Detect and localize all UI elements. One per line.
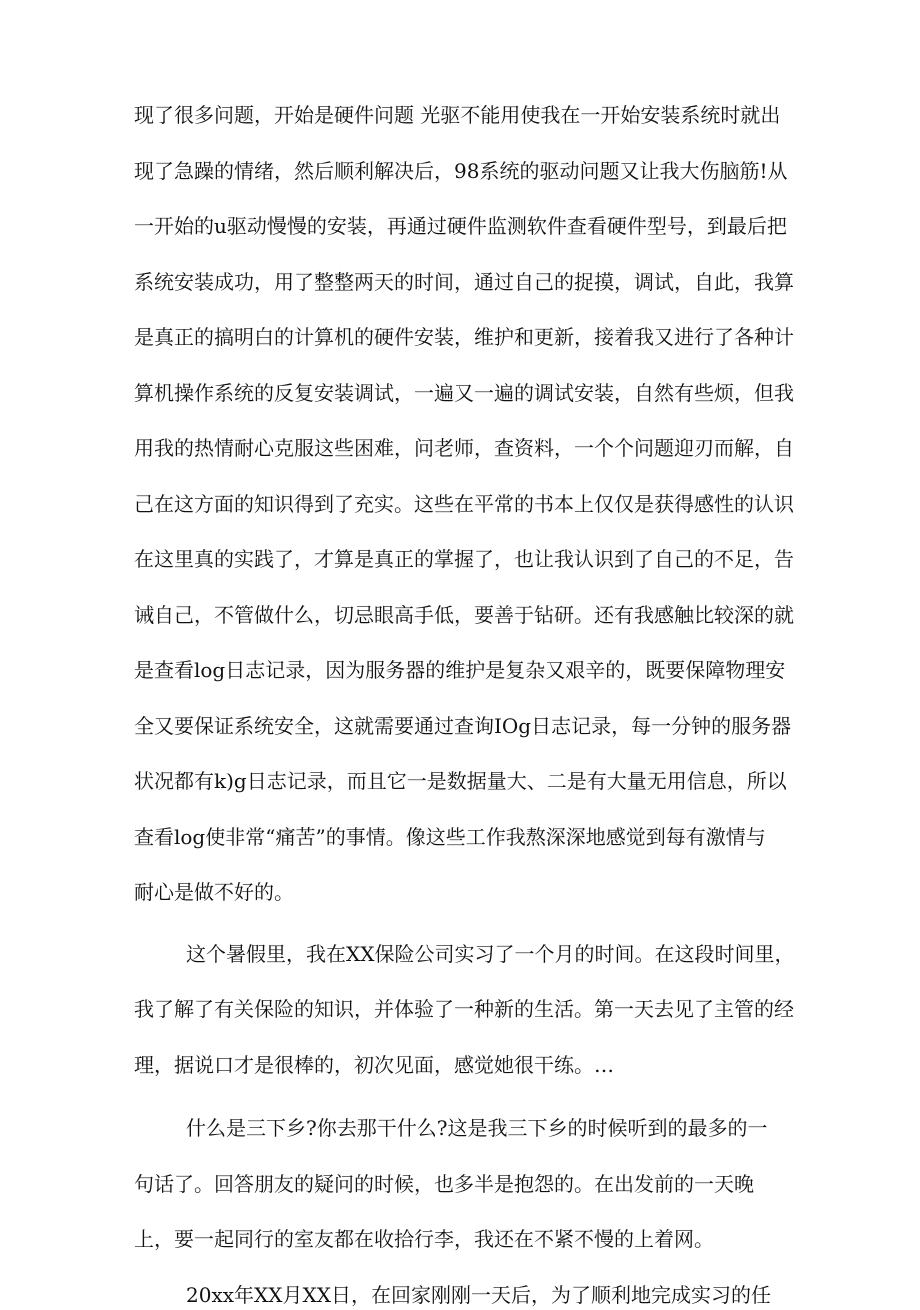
text-line: 是查看log日志记录，因为服务器的维护是复杂又艰辛的，既要保障物理安: [134, 658, 786, 682]
text-line: 状况都有k)g日志记录，而且它一是数据量大、二是有大量无用信息，所以: [134, 769, 787, 793]
text-line: 现了很多问题，开始是硬件问题 光驱不能用使我在一开始安装系统时就出: [134, 103, 781, 127]
text-line: 用我的热情耐心克服这些困难，问老师，查资料，一个个问题迎刃而解，自: [134, 436, 794, 460]
text-line: 现了急躁的情绪，然后顺利解决后，98系统的驱动问题又让我大伤脑筋!从: [134, 159, 788, 183]
text-line: 一开始的u驱动慢慢的安装，再通过硬件监测软件查看硬件型号，到最后把: [134, 214, 787, 238]
paragraph-first-line: 这个暑假里，我在XX保险公司实习了一个月的时间。在这段时间里，: [186, 942, 795, 966]
text-line: 系统安装成功，用了整整两天的时间，通过自己的捉摸，调试，自此，我算: [134, 270, 794, 294]
text-line: 诫自己，不管做什么，切忌眼高手低，要善于钻研。还有我感触比较深的就: [134, 603, 794, 627]
text-line: 在这里真的实践了，才算是真正的掌握了，也让我认识到了自己的不足，告: [134, 547, 794, 571]
paragraph-first-line: 什么是三下乡?你去那干什么?这是我三下乡的时候听到的最多的一: [186, 1116, 768, 1140]
text-line: 上，要一起同行的室友都在收拾行李，我还在不紧不慢的上着网。: [134, 1227, 714, 1251]
text-line: 耐心是做不好的。: [134, 880, 294, 904]
text-line: 是真正的搞明白的计算机的硬件安装，维护和更新，接着我又进行了各种计: [134, 325, 794, 349]
text-line: 己在这方面的知识得到了充实。这些在平常的书本上仅仅是获得感性的认识: [134, 492, 794, 516]
text-line: 理，据说口才是很棒的，初次见面，感觉她很干练。…: [134, 1053, 614, 1077]
text-line: 查看log使非常“痛苦”的事情。像这些工作我熬深深地感觉到每有激情与: [134, 825, 766, 849]
text-line: 句话了。回答朋友的疑问的时候，也多半是抱怨的。在出发前的一天晚: [134, 1172, 754, 1196]
paragraph-first-line: 20xx年XX月XX日，在回家刚刚一天后，为了顺利地完成实习的任: [186, 1283, 771, 1307]
text-line: 全又要保证系统安全，这就需要通过查询IOg日志记录，每一分钟的服务器: [134, 714, 792, 738]
text-line: 我了解了有关保险的知识，并体验了一种新的生活。第一天去见了主管的经: [134, 997, 794, 1021]
text-line: 算机操作系统的反复安装调试，一遍又一遍的调试安装，自然有些烦，但我: [134, 381, 794, 405]
